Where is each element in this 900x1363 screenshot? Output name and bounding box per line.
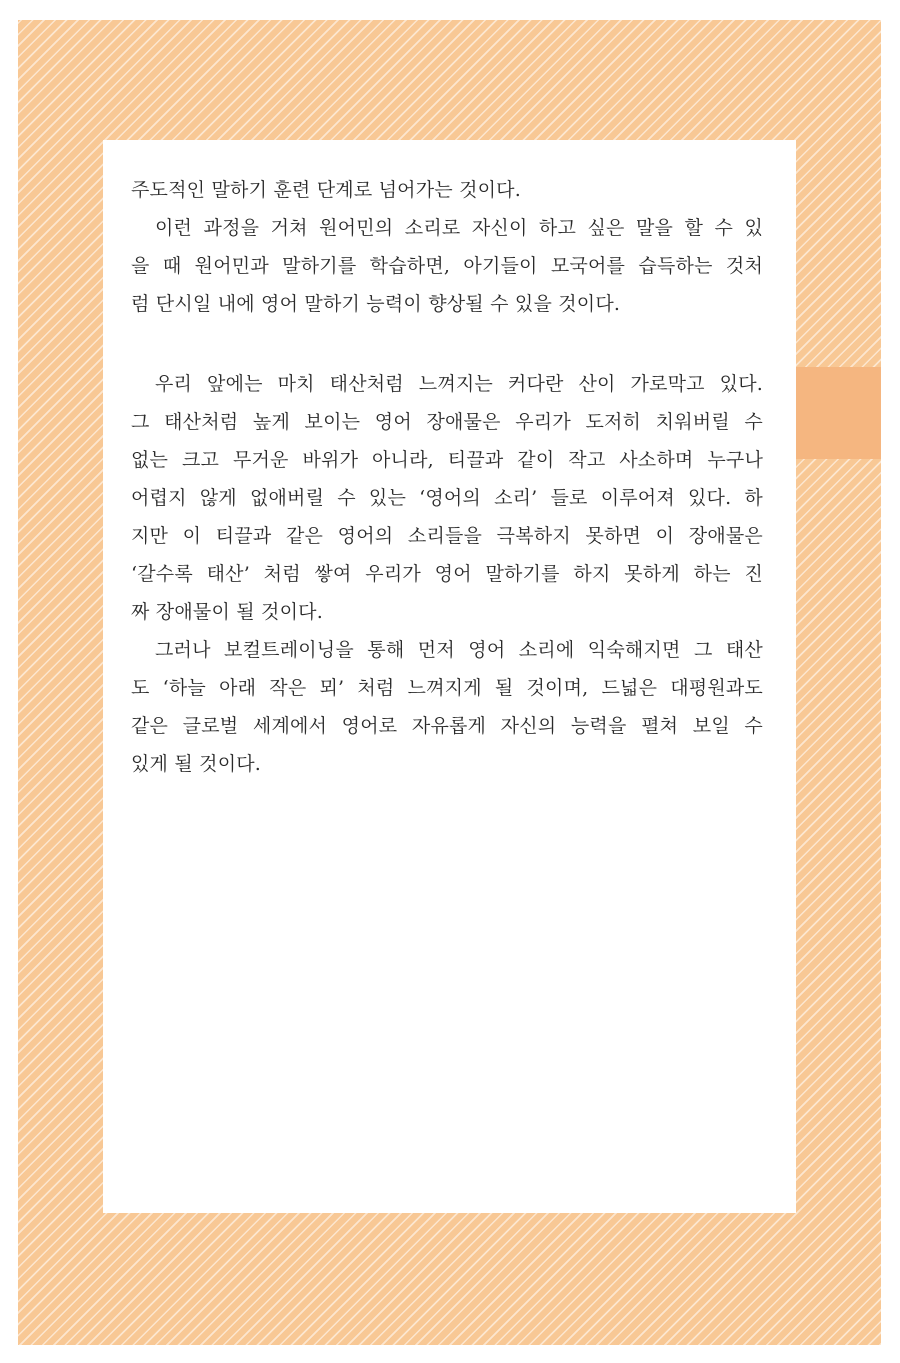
- chapter-side-tab: [796, 367, 881, 459]
- paragraph-3-line-5: 지만 이 티끌과 같은 영어의 소리들을 극복하지 못하면 이 장애물은: [131, 525, 763, 547]
- paragraph-gap: [131, 330, 763, 372]
- paragraph-3-line-6: ‘갈수록 태산’ 처럼 쌓여 우리가 영어 말하기를 하지 못하게 하는 진: [131, 563, 763, 585]
- body-text: [131, 178, 763, 790]
- paragraph-1-line-1: 주도적인 말하기 훈련 단계로 넘어가는 것이다.: [131, 179, 521, 201]
- paragraph-4-line-3: 같은 글로벌 세계에서 영어로 자유롭게 자신의 능력을 펼쳐 보일 수: [131, 715, 763, 737]
- paragraph-2-line-3: 럼 단시일 내에 영어 말하기 능력이 향상될 수 있을 것이다.: [131, 293, 621, 315]
- paragraph-4-line-4: 있게 될 것이다.: [131, 753, 262, 775]
- content-panel: [103, 140, 796, 1213]
- paragraph-2-line-2: 을 때 원어민과 말하기를 학습하면, 아기들이 모국어를 습득하는 것처: [131, 255, 763, 277]
- paragraph-3-line-7: 짜 장애물이 될 것이다.: [131, 601, 323, 623]
- paragraph-4-line-2: 도 ‘하늘 아래 작은 뫼’ 처럼 느껴지게 될 것이며, 드넓은 대평원과도: [131, 677, 763, 699]
- paragraph-3-line-2: 그 태산처럼 높게 보이는 영어 장애물은 우리가 도저히 치워버릴 수: [131, 411, 763, 433]
- paragraph-3-line-4: 어렵지 않게 없애버릴 수 있는 ‘영어의 소리’ 들로 이루어져 있다. 하: [131, 487, 763, 509]
- paragraph-2-line-1: 이런 과정을 거쳐 원어민의 소리로 자신이 하고 싶은 말을 할 수 있: [155, 217, 763, 239]
- paragraph-4-line-1: 그러나 보컬트레이닝을 통해 먼저 영어 소리에 익숙해지면 그 태산: [155, 639, 763, 661]
- paragraph-3-line-3: 없는 크고 무거운 바위가 아니라, 티끌과 같이 작고 사소하며 누구나: [131, 449, 763, 471]
- paragraph-3-line-1: 우리 앞에는 마치 태산처럼 느껴지는 커다란 산이 가로막고 있다.: [155, 373, 763, 395]
